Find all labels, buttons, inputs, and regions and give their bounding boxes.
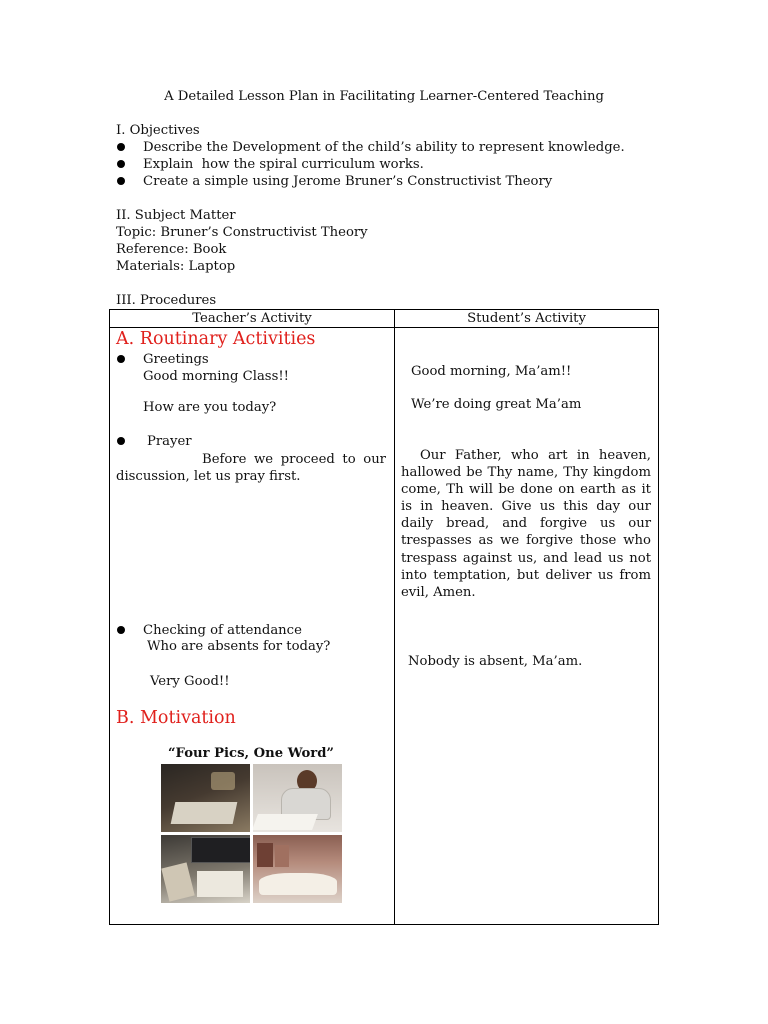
materials-line: Materials: Laptop bbox=[116, 259, 236, 274]
bullet-icon bbox=[117, 626, 125, 634]
procedures-heading: III. Procedures bbox=[116, 293, 217, 308]
objective-item: Describe the Development of the child’s ability to represent knowledge. bbox=[143, 140, 625, 155]
student-activity-cell bbox=[395, 328, 659, 925]
objective-item: Explain how the spiral curriculum works. bbox=[143, 157, 424, 172]
routinary-heading: A. Routinary Activities bbox=[116, 329, 316, 349]
topic-line: Topic: Bruner’s Constructivist Theory bbox=[116, 225, 368, 240]
objectives-heading: I. Objectives bbox=[116, 123, 200, 138]
teacher-column-header: Teacher’s Activity bbox=[110, 310, 395, 328]
teacher-greeting: Good morning Class!! bbox=[143, 369, 289, 384]
photo-study-desk-night bbox=[161, 764, 250, 832]
document-title: A Detailed Lesson Plan in Facilitating Learner-Centered Teaching bbox=[164, 89, 604, 104]
teacher-very-good: Very Good!! bbox=[150, 674, 230, 689]
four-pics-title: “Four Pics, One Word” bbox=[167, 746, 335, 761]
student-doing-great: We’re doing great Ma’am bbox=[411, 397, 582, 412]
attendance-label: Checking of attendance bbox=[143, 623, 302, 638]
reference-line: Reference: Book bbox=[116, 242, 227, 257]
greetings-label: Greetings bbox=[143, 352, 209, 367]
bullet-icon bbox=[117, 177, 125, 185]
bullet-icon bbox=[117, 437, 125, 445]
subject-matter-heading: II. Subject Matter bbox=[116, 208, 236, 223]
bullet-icon bbox=[117, 355, 125, 363]
photo-child-writing bbox=[253, 764, 342, 832]
attendance-question: Who are absents for today? bbox=[147, 639, 331, 654]
motivation-heading: B. Motivation bbox=[116, 708, 236, 728]
student-attendance-reply: Nobody is absent, Ma’am. bbox=[408, 654, 583, 669]
photo-laptop-notebook bbox=[161, 835, 250, 903]
bullet-icon bbox=[117, 143, 125, 151]
photo-open-book bbox=[253, 835, 342, 903]
teacher-how-are-you: How are you today? bbox=[143, 400, 277, 415]
student-greeting: Good morning, Ma’am!! bbox=[411, 364, 572, 379]
student-column-header: Student’s Activity bbox=[395, 310, 659, 328]
prayer-label: Prayer bbox=[147, 434, 192, 449]
teacher-prayer-text: Before we proceed to our discussion, let us pray first. bbox=[116, 452, 386, 485]
objective-item: Create a simple using Jerome Bruner’s Constructivist Theory bbox=[143, 174, 553, 189]
student-prayer-text: Our Father, who art in heaven, hallowed be Thy name, Thy kingdom come, Th will be done on earth as it is in heaven. Give us this day our daily bread, and forgive us our trespasses as we forgive those who trespass against us, and lead us not into temptation, but deliver us from evil, Amen. bbox=[401, 448, 651, 600]
bullet-icon bbox=[117, 160, 125, 168]
